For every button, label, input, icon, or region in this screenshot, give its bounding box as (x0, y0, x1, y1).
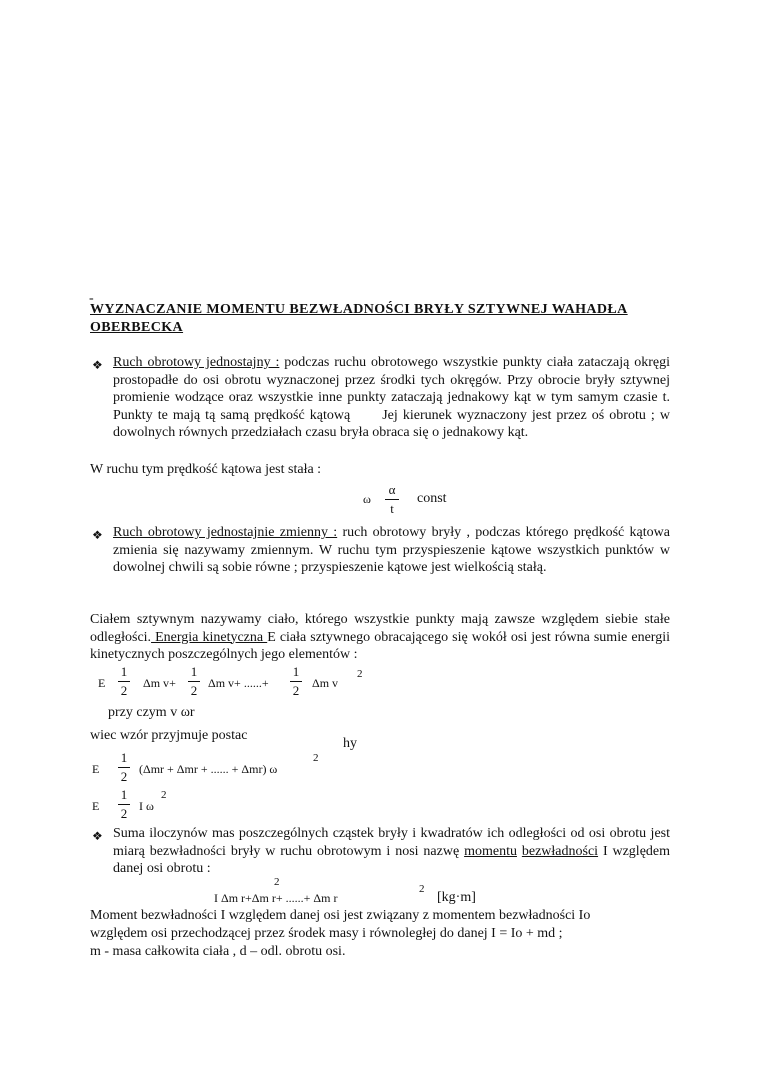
moment-line-1: Moment bezwładności I względem danej osi jest związany z momentem bezwładności Io (90, 908, 591, 923)
eq4-square: 2 (161, 789, 167, 801)
eq2-half-2: 1 2 (188, 664, 200, 699)
term-inertia: bezwładności (521, 843, 599, 859)
rigid-body-paragraph (90, 611, 670, 664)
moment-definition-text-2: I względem danej osi obrotu : (113, 843, 671, 876)
term-kinetic-energy: Energia kinetyczna (151, 629, 268, 645)
section-uniform-rotation (113, 354, 670, 442)
eq4-lhs: E (92, 799, 100, 813)
eq5-body: I Δm r+Δm r+ ......+ Δm r (214, 891, 338, 905)
eq2-term-2: Δm v+ ......+ (208, 676, 269, 690)
eq5-square: 2 (419, 883, 425, 895)
eq4-body: I ω (139, 799, 154, 813)
eq3-half: 1 2 (118, 750, 130, 785)
eq2-half-1: 1 2 (118, 664, 130, 699)
term-variable-rotation: Ruch obrotowy jednostajnie zmienny : (113, 525, 338, 540)
eq3-square: 2 (313, 752, 319, 764)
stray-dash: - (89, 291, 94, 306)
section-variable-rotation (113, 524, 670, 577)
eq-wiec-line: wiec wzór przyjmuje postac (90, 728, 248, 743)
uniform-rotation-text-2: Jej kierunek wyznaczony jest przez oś obrotu ; w dowolnych równych przedziałach czasu bryła obraca się o jednakowy kąt. (113, 407, 670, 440)
moment-line-2: względem osi przechodzącej przez środek masy i równoległej do danej I = Io + md ; (90, 926, 563, 941)
eq2-half-3: 1 2 (290, 664, 302, 699)
angular-velocity-intro: W ruchu tym prędkość kątowa jest stała : (90, 462, 322, 477)
uniform-rotation-text: podczas ruchu obrotowego wszystkie punkty ciała zataczają okręgi prostopadłe do osi obrotu wyznaczonej przez środki tych okręgów. Przy obrocie bryły sztywnej promienie wodzące oraz wszystkie inne punkty zataczają jednakowy kąt w tym samym czasie t. Punkty te mają tą samą prędkość kątową (113, 355, 670, 423)
term-moment: momentu (464, 843, 517, 859)
eq1-num: α (388, 482, 396, 497)
eq1-rhs: const (417, 491, 447, 506)
eq2-lhs: E (98, 676, 106, 690)
eq3-lhs: E (92, 762, 100, 776)
bullet-icon: ❖ (92, 829, 103, 843)
fraction-bar (385, 499, 399, 500)
eq1-fraction (385, 482, 399, 517)
eq-przy-line: przy czym v ωr (108, 705, 195, 720)
moment-definition-text: Suma iloczynów mas poszczególnych cząstek bryły i kwadratów ich odległości od osi obrotu jest miarą bezwładności bryły w ruchu obrotowym i nosi nazwę (113, 826, 670, 859)
term-uniform-rotation: Ruch obrotowy jednostajny : (113, 355, 280, 370)
eq3-body: (Δmr + Δmr + ...... + Δmr) ω (139, 762, 278, 776)
eq2-square: 2 (357, 668, 363, 680)
bullet-icon: ❖ (92, 358, 103, 372)
moment-line-3: m - masa całkowita ciała , d – odl. obrotu osi. (90, 944, 346, 959)
eq5-unit: [kg·m] (437, 890, 476, 905)
rigid-body-text-1: Ciałem sztywnym nazywamy ciało, którego wszystkie punkty mają zawsze względem siebie stałe odległości. (90, 612, 670, 645)
variable-rotation-text: ruch obrotowy bryły , podczas którego prędkość kątowa zmienia się nazywamy zmiennym. W ruchu tym przyspieszenie kątowe wszystkich punktów w dowolnej chwili są sobie równe ; przyspieszenie kątowe jest wielkością stałą. (113, 525, 670, 575)
section-moment-of-inertia (113, 825, 670, 878)
eq1-den: t (390, 501, 394, 516)
eq2-term-3: Δm v (312, 676, 339, 690)
hy-text: hy (343, 736, 357, 751)
doc-title-line2: OBERBECKA (90, 320, 184, 335)
eq1-lhs: ω (363, 492, 371, 506)
eq5-sup: 2 (274, 876, 280, 888)
bullet-icon: ❖ (92, 528, 103, 542)
doc-title-line1: WYZNACZANIE MOMENTU BEZWŁADNOŚCI BRYŁY SZTYWNEJ WAHADŁA (90, 302, 628, 317)
rigid-body-text-2: E ciała sztywnego obracającego się wokół osi jest równa sumie energii kinetycznych poszczególnych jego elementów : (90, 629, 670, 662)
eq4-half: 1 2 (118, 787, 130, 822)
eq2-term-1: Δm v+ (143, 676, 176, 690)
